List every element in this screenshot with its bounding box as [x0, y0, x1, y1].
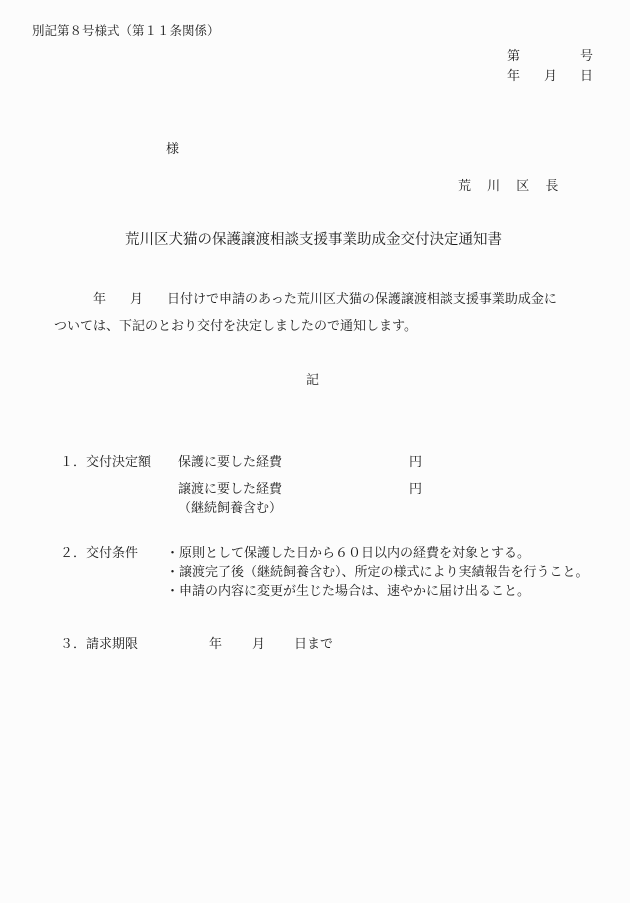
ki-heading: 記 [306, 373, 320, 388]
amount-item-transfer-label: 譲渡に要した経費 [178, 482, 283, 497]
body-paragraph-line-2: ついては、下記のとおり交付を決定しましたので通知します。 [54, 319, 417, 334]
amount-item-protection-label: 保護に要した経費 [178, 455, 283, 470]
deadline-day: 日まで [294, 637, 334, 652]
body-date-month: 月 [130, 292, 144, 307]
issue-date-day: 日 [580, 69, 594, 84]
body-date-year: 年 [93, 292, 107, 307]
condition-item: ・申請の内容に変更が生じた場合は、速やかに届け出ること。 [166, 584, 531, 599]
body-line-1-text: 日付けで申請のあった荒川区犬猫の保護譲渡相談支援事業助成金に [167, 292, 557, 307]
deadline-month: 月 [252, 637, 266, 652]
doc-number-suffix: 号 [580, 49, 594, 64]
condition-item: ・譲渡完了後（継続飼養含む）、所定の様式により実績報告を行うこと。 [166, 565, 589, 580]
amount-item-transfer-note: （継続飼養含む） [178, 501, 283, 516]
amount-item-protection-unit: 円 [409, 455, 423, 470]
section-conditions-label: ２．交付条件 [60, 546, 139, 561]
section-amount-label: １．交付決定額 [60, 455, 152, 470]
doc-number-prefix: 第 [507, 49, 521, 64]
issuer-name: 荒 川 区 長 [458, 179, 565, 194]
recipient-honorific: 様 [166, 142, 180, 157]
condition-item: ・原則として保護した日から６０日以内の経費を対象とする。 [166, 546, 531, 561]
amount-item-transfer-unit: 円 [409, 482, 423, 497]
issue-date-year: 年 [507, 69, 521, 84]
issue-date-month: 月 [544, 69, 558, 84]
section-deadline-label: ３．請求期限 [60, 637, 139, 652]
document-title: 荒川区犬猫の保護譲渡相談支援事業助成金交付決定通知書 [125, 232, 502, 248]
deadline-year: 年 [209, 637, 223, 652]
form-identifier: 別記第８号様式（第１１条関係） [32, 23, 220, 38]
